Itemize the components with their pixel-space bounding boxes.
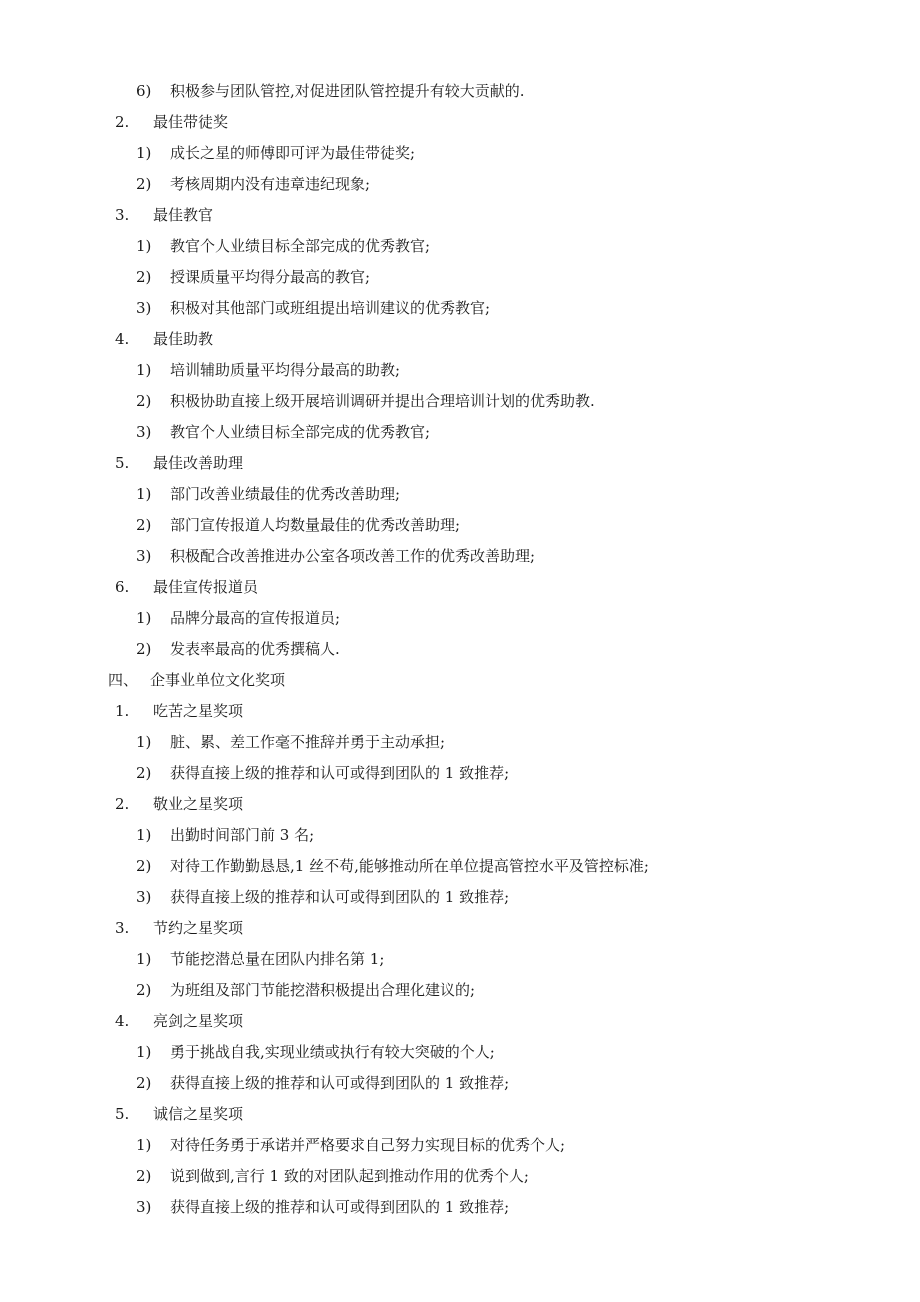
list-item-number: 1) <box>136 950 152 968</box>
list-item-text: 部门宣传报道人均数量最佳的优秀改善助理; <box>170 516 461 534</box>
list-item-text: 积极对其他部门或班组提出培训建议的优秀教官; <box>170 299 491 317</box>
chapter-heading-number: 四、 <box>108 671 139 689</box>
list-item-number: 1) <box>136 237 152 255</box>
section-heading-number: 1. <box>115 702 130 720</box>
list-item-text: 发表率最高的优秀撰稿人. <box>170 640 340 658</box>
section-heading-text: 最佳宣传报道员 <box>153 578 259 596</box>
list-item <box>0 1130 920 1161</box>
list-item <box>0 293 920 324</box>
chapter-heading <box>0 665 920 696</box>
list-item-text: 获得直接上级的推荐和认可或得到团队的 1 致推荐; <box>170 888 510 906</box>
list-item <box>0 975 920 1006</box>
list-item-number: 1) <box>136 826 152 844</box>
list-item-text: 成长之星的师傅即可评为最佳带徒奖; <box>170 144 416 162</box>
section-heading <box>0 1099 920 1130</box>
list-item-number: 2) <box>136 764 152 782</box>
section-heading <box>0 324 920 355</box>
list-item <box>0 262 920 293</box>
list-item-number: 2) <box>136 640 152 658</box>
list-item <box>0 1037 920 1068</box>
list-item-number: 2) <box>136 857 152 875</box>
list-item-number: 3) <box>136 547 152 565</box>
list-item-number: 1) <box>136 144 152 162</box>
list-item <box>0 386 920 417</box>
list-item-text: 部门改善业绩最佳的优秀改善助理; <box>170 485 401 503</box>
list-item <box>0 76 920 107</box>
list-item-number: 2) <box>136 1074 152 1092</box>
list-item-text: 品牌分最高的宣传报道员; <box>170 609 341 627</box>
list-item-text: 节能挖潜总量在团队内排名第 1; <box>170 950 385 968</box>
list-item-text: 培训辅助质量平均得分最高的助教; <box>170 361 401 379</box>
list-item <box>0 603 920 634</box>
list-item-text: 为班组及部门节能挖潜积极提出合理化建议的; <box>170 981 476 999</box>
list-item-text: 获得直接上级的推荐和认可或得到团队的 1 致推荐; <box>170 764 510 782</box>
list-item-number: 3) <box>136 888 152 906</box>
list-item-number: 3) <box>136 1198 152 1216</box>
section-heading <box>0 696 920 727</box>
list-item-text: 积极参与团队管控,对促进团队管控提升有较大贡献的. <box>170 82 525 100</box>
list-item <box>0 820 920 851</box>
section-heading-text: 亮剑之星奖项 <box>153 1012 244 1030</box>
section-heading <box>0 913 920 944</box>
list-item <box>0 851 920 882</box>
section-heading-text: 诚信之星奖项 <box>153 1105 244 1123</box>
section-heading-number: 5. <box>115 454 130 472</box>
list-item <box>0 355 920 386</box>
list-item <box>0 138 920 169</box>
list-item-number: 2) <box>136 516 152 534</box>
list-item-text: 获得直接上级的推荐和认可或得到团队的 1 致推荐; <box>170 1074 510 1092</box>
list-item-text: 授课质量平均得分最高的教官; <box>170 268 371 286</box>
list-item-number: 3) <box>136 299 152 317</box>
section-heading-number: 6. <box>115 578 130 596</box>
list-item <box>0 634 920 665</box>
list-item-number: 1) <box>136 1043 152 1061</box>
list-item <box>0 169 920 200</box>
list-item-text: 说到做到,言行 1 致的对团队起到推动作用的优秀个人; <box>170 1167 529 1185</box>
list-item-number: 1) <box>136 1136 152 1154</box>
list-item <box>0 417 920 448</box>
list-item-text: 出勤时间部门前 3 名; <box>170 826 315 844</box>
list-item-number: 1) <box>136 609 152 627</box>
list-item <box>0 882 920 913</box>
list-item <box>0 541 920 572</box>
section-heading <box>0 107 920 138</box>
list-item <box>0 510 920 541</box>
section-heading-text: 最佳带徒奖 <box>153 113 229 131</box>
section-heading-number: 4. <box>115 330 130 348</box>
list-item-text: 考核周期内没有违章违纪现象; <box>170 175 371 193</box>
list-item-number: 1) <box>136 733 152 751</box>
section-heading-number: 5. <box>115 1105 130 1123</box>
list-item <box>0 1068 920 1099</box>
section-heading <box>0 1006 920 1037</box>
section-heading-number: 2. <box>115 795 130 813</box>
section-heading-text: 吃苦之星奖项 <box>153 702 244 720</box>
list-item-number: 2) <box>136 268 152 286</box>
section-heading-number: 4. <box>115 1012 130 1030</box>
list-item-text: 脏、累、差工作毫不推辞并勇于主动承担; <box>170 733 446 751</box>
section-heading-number: 3. <box>115 206 130 224</box>
list-item-number: 1) <box>136 361 152 379</box>
list-item-number: 2) <box>136 981 152 999</box>
list-item-text: 教官个人业绩目标全部完成的优秀教官; <box>170 423 431 441</box>
list-item-text: 获得直接上级的推荐和认可或得到团队的 1 致推荐; <box>170 1198 510 1216</box>
section-heading-text: 节约之星奖项 <box>153 919 244 937</box>
section-heading-text: 最佳助教 <box>153 330 214 348</box>
list-item <box>0 231 920 262</box>
section-heading-text: 最佳改善助理 <box>153 454 244 472</box>
list-item-text: 积极协助直接上级开展培训调研并提出合理培训计划的优秀助教. <box>170 392 595 410</box>
section-heading <box>0 572 920 603</box>
list-item <box>0 1192 920 1223</box>
list-item <box>0 1161 920 1192</box>
section-heading <box>0 789 920 820</box>
list-item-number: 2) <box>136 392 152 410</box>
list-item-number: 2) <box>136 1167 152 1185</box>
section-heading <box>0 448 920 479</box>
section-heading-number: 2. <box>115 113 130 131</box>
section-heading <box>0 200 920 231</box>
list-item <box>0 727 920 758</box>
section-heading-text: 敬业之星奖项 <box>153 795 244 813</box>
list-item-number: 6) <box>136 82 152 100</box>
list-item-text: 教官个人业绩目标全部完成的优秀教官; <box>170 237 431 255</box>
document-body <box>0 76 920 1223</box>
section-heading-number: 3. <box>115 919 130 937</box>
list-item-text: 勇于挑战自我,实现业绩或执行有较大突破的个人; <box>170 1043 495 1061</box>
list-item-text: 对待工作勤勤恳恳,1 丝不苟,能够推动所在单位提高管控水平及管控标准; <box>170 857 649 875</box>
list-item-number: 3) <box>136 423 152 441</box>
section-heading-text: 最佳教官 <box>153 206 214 224</box>
chapter-heading-text: 企事业单位文化奖项 <box>150 671 286 689</box>
list-item-number: 2) <box>136 175 152 193</box>
list-item-text: 对待任务勇于承诺并严格要求自己努力实现目标的优秀个人; <box>170 1136 566 1154</box>
list-item <box>0 944 920 975</box>
list-item <box>0 479 920 510</box>
list-item-number: 1) <box>136 485 152 503</box>
list-item-text: 积极配合改善推进办公室各项改善工作的优秀改善助理; <box>170 547 536 565</box>
list-item <box>0 758 920 789</box>
